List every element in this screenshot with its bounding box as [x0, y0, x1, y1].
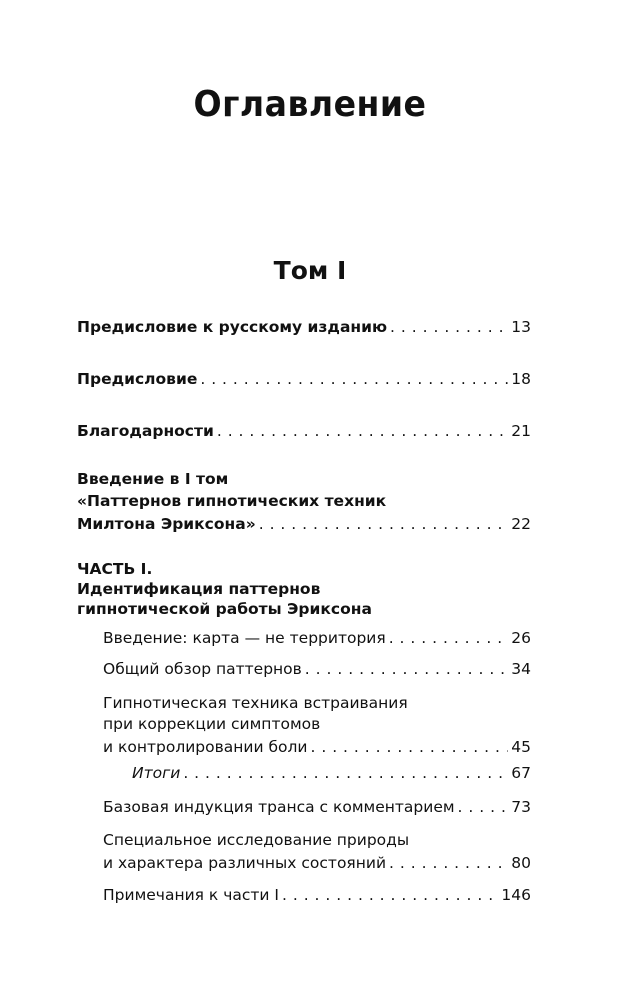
part-label: ЧАСТЬ I.: [77, 560, 153, 578]
toc-entry-title: Милтона Эриксона»: [77, 515, 256, 533]
toc-entry-embedding-technique[interactable]: [103, 693, 531, 760]
dot-leader: [390, 315, 508, 340]
dot-leader: [183, 761, 508, 786]
toc-entry-map-territory[interactable]: [103, 626, 531, 651]
toc-entry-title: Примечания к части I: [103, 886, 279, 904]
toc-entry-preface-russian[interactable]: [77, 315, 531, 340]
dot-leader: [200, 367, 508, 392]
toc-entry-line: при коррекции симптомов: [103, 715, 321, 733]
part-heading: [77, 559, 372, 619]
toc-entry-title: Введение: карта — не территория: [103, 629, 386, 647]
dot-leader: [282, 883, 498, 908]
toc-entry-title: Предисловие к русскому изданию: [77, 318, 388, 336]
toc-entry-preface[interactable]: [77, 367, 531, 392]
toc-entry-title: Общий обзор паттернов: [103, 660, 302, 678]
toc-entry-line: Введение в I том: [77, 470, 229, 488]
dot-leader: [311, 735, 509, 760]
page-title: Оглавление: [193, 84, 427, 125]
dot-leader: [389, 626, 509, 651]
dot-leader: [217, 419, 508, 444]
toc-entry-title: Итоги: [132, 764, 181, 782]
part-title-line: Идентификация паттернов: [77, 580, 321, 598]
toc-entry-line: «Паттернов гипнотических техник: [77, 492, 387, 510]
toc-entry-title: и характера различных состояний: [103, 854, 387, 872]
toc-page-number: 18: [511, 370, 531, 388]
toc-entry-special-study[interactable]: [103, 829, 531, 876]
dot-leader: [389, 851, 508, 876]
part-title-line: гипнотической работы Эриксона: [77, 600, 372, 618]
toc-entry-line: Специальное исследование природы: [103, 831, 410, 849]
toc-entry-title: и контролировании боли: [103, 738, 308, 756]
toc-entry-summary[interactable]: [132, 761, 531, 786]
toc-page-number: 146: [501, 886, 531, 904]
toc-entry-basic-induction[interactable]: [103, 795, 531, 820]
toc-entry-line: Гипнотическая техника встраивания: [103, 694, 408, 712]
toc-entry-title: Предисловие: [77, 370, 198, 388]
toc-page-number: 22: [511, 515, 531, 533]
toc-entry-introduction[interactable]: [77, 468, 531, 537]
toc-page-number: 34: [511, 660, 531, 678]
volume-title: Том I: [273, 256, 347, 285]
toc-entry-title: Базовая индукция транса с комментарием: [103, 798, 455, 816]
toc-entry-title: Благодарности: [77, 422, 214, 440]
dot-leader: [259, 512, 509, 537]
toc-page-number: 26: [511, 629, 531, 647]
dot-leader: [458, 795, 509, 820]
dot-leader: [305, 657, 508, 682]
toc-page-number: 21: [511, 422, 531, 440]
toc-page-number: 67: [511, 764, 531, 782]
toc-page-number: 80: [511, 854, 531, 872]
toc-entry-acknowledgements[interactable]: [77, 419, 531, 444]
toc-page-number: 45: [511, 738, 531, 756]
toc-entry-patterns-overview[interactable]: [103, 657, 531, 682]
toc-page-number: 73: [511, 798, 531, 816]
toc-entry-part-notes[interactable]: [103, 883, 531, 908]
toc-page-number: 13: [511, 318, 531, 336]
